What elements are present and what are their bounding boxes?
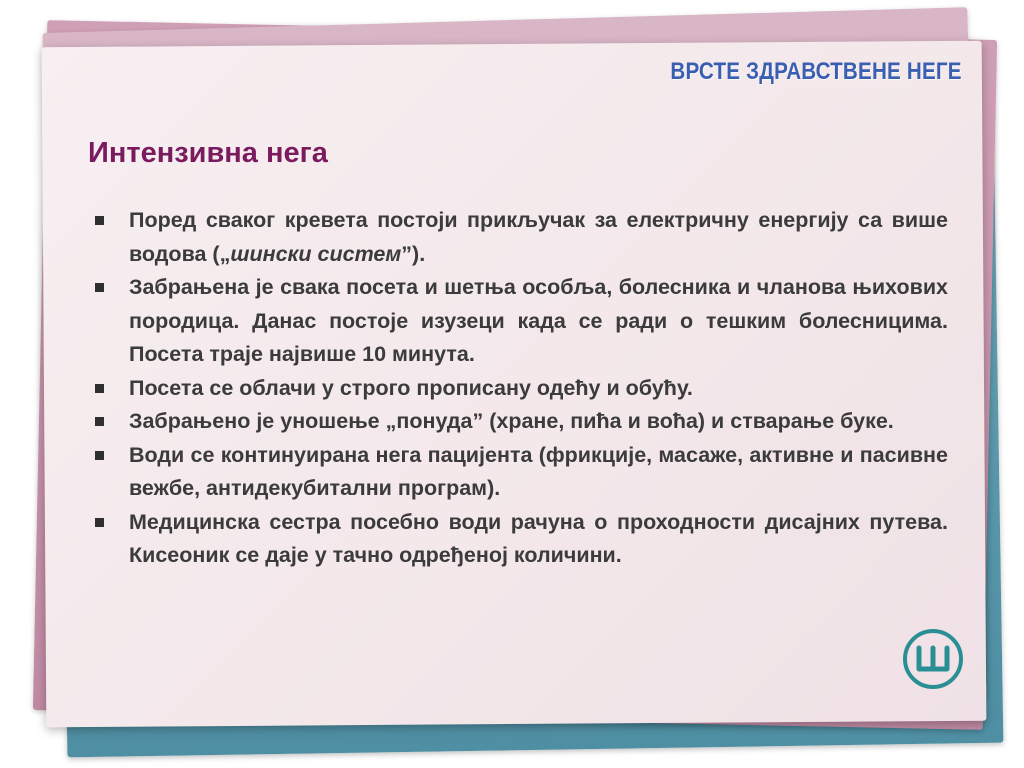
sha-letter-logo-icon — [902, 628, 964, 690]
page-title: Интензивна нега — [88, 137, 328, 169]
bullet-text: Посета се облачи у строго прописану одећу и обућу. — [129, 375, 693, 400]
bullet-item — [92, 405, 948, 439]
square-bullet-icon — [95, 384, 104, 393]
bullet-item — [92, 271, 948, 372]
square-bullet-icon — [95, 283, 104, 292]
bullet-item — [92, 439, 948, 506]
bullet-item — [92, 204, 948, 271]
bullet-text: Води се континуирана нега пацијента (фрикције, масаже, активне и пасивне вежбе, антидекубитални програм). — [129, 442, 948, 500]
bullet-text: Забрањена је свака посета и шетња особља, болесника и чланова њихових породица. Данас постоје изузеци када се ради о тешким болесницима. Посета траје највише 10 минута. — [129, 275, 948, 366]
slide-header-title: ВРСТЕ ЗДРАВСТВЕНЕ НЕГЕ — [670, 58, 962, 85]
logo-svg — [902, 628, 964, 690]
square-bullet-icon — [95, 451, 104, 460]
square-bullet-icon — [95, 518, 104, 527]
bullet-text-part: Поред сваког кревета постоји прикључак за електричну енергију са више водова („ — [129, 208, 948, 266]
bullet-text-part: ”). — [401, 241, 426, 266]
bullet-text: Забрањено је уношење „понуда” (хране, пића и воћа) и стварање буке. — [129, 409, 894, 433]
bullet-text-italic: шински систем — [230, 241, 402, 266]
square-bullet-icon — [95, 216, 104, 225]
bullet-list — [92, 204, 948, 573]
bullet-item — [92, 506, 948, 573]
square-bullet-icon — [95, 417, 104, 426]
bullet-item — [92, 372, 948, 406]
bullet-text: Медицинска сестра посебно води рачуна о проходности дисајних путева. Кисеоник се даје у тачно одређеној количини. — [129, 509, 948, 567]
